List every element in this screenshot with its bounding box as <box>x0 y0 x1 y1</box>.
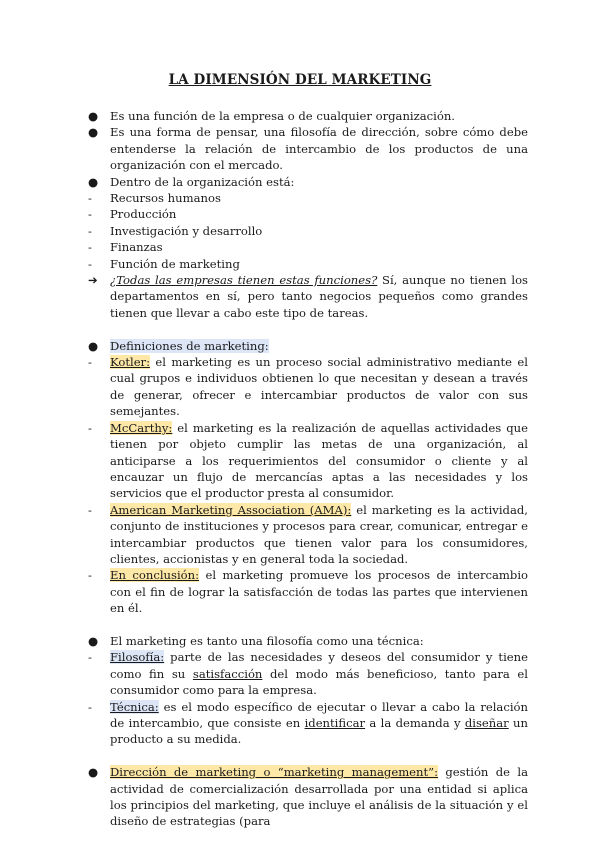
spacer <box>88 321 528 337</box>
definition-label <box>110 568 199 582</box>
bullet-marker: ● <box>88 125 99 140</box>
question-text: ¿Todas las empresas tienen estas funciones? <box>110 273 378 288</box>
list-item <box>88 174 528 190</box>
definition-item <box>88 502 528 568</box>
filosofia-label <box>110 650 164 664</box>
dash-marker: - <box>88 502 92 517</box>
dash-marker: - <box>88 256 92 271</box>
page-title: LA DIMENSIÓN DEL MARKETING <box>168 72 432 88</box>
area-text: Producción <box>110 207 177 222</box>
bullet-marker: ● <box>88 338 99 353</box>
dash-marker: - <box>88 650 92 665</box>
list-item <box>88 108 528 124</box>
filosofia-text-end: del modo más beneficioso, tanto para el consumidor como para la empresa. <box>110 666 528 698</box>
document-body <box>88 108 528 830</box>
definitions-heading-item <box>88 338 528 354</box>
dash-marker: - <box>88 420 92 435</box>
bullet-marker: ● <box>88 109 99 123</box>
management-item <box>88 764 528 830</box>
dash-marker: - <box>88 240 92 255</box>
label-text: Técnica: <box>110 699 159 714</box>
management-text: gestión de la actividad de comercialización desarrollada por una entidad si aplica los principios del marketing, que incluye el análisis de la situación y el diseño de estrategias (para <box>110 765 528 829</box>
spacer <box>88 748 528 764</box>
item-text: Dentro de la organización está: <box>110 174 295 189</box>
tecnica-text-end: un producto a su medida. <box>110 716 528 747</box>
label-text: Kotler: <box>110 355 151 370</box>
arrow-marker: ➔ <box>88 273 98 288</box>
list-item <box>88 124 528 173</box>
label-text: Dirección de marketing o “marketing management”: <box>110 765 439 780</box>
definition-text: el marketing es la actividad, conjunto de instituciones y procesos para crear, comunicar, entregar e intercambiar productos que tienen valor para los consumidores, clientes, accionistas y en general toda la sociedad. <box>110 502 528 566</box>
answer-text: Sí, aunque no tienen los departamentos en sí, pero tanto negocios pequeños como grandes tienen que llevar a cabo este tipo de tareas. <box>110 273 528 320</box>
management-label <box>110 765 438 779</box>
dash-marker: - <box>88 191 92 206</box>
definitions-heading: Definiciones de marketing: <box>110 338 269 353</box>
list-item <box>88 633 528 649</box>
question-item <box>88 272 528 321</box>
area-text: Función de marketing <box>110 256 240 271</box>
dash-marker: - <box>88 223 92 238</box>
item-text: Es una forma de pensar, una filosofía de dirección, sobre cómo debe entenderse la relación de intercambio de los productos de una organización con el mercado. <box>110 125 528 173</box>
definition-text: el marketing es un proceso social administrativo mediante el cual grupos e individuos obtienen lo que necesitan y desean a través de generar, ofrecer e intercambiar productos de valor con sus semejantes. <box>110 355 528 419</box>
definition-label <box>110 421 172 435</box>
technique-item <box>88 699 528 748</box>
label-text: Filosofía: <box>110 650 165 665</box>
area-text: Finanzas <box>110 240 163 255</box>
area-item <box>88 256 528 272</box>
item-text: Es una función de la empresa o de cualquier organización. <box>110 109 455 123</box>
area-text: Investigación y desarrollo <box>110 223 263 238</box>
area-item <box>88 223 528 239</box>
bullet-marker: ● <box>88 633 99 648</box>
dash-marker: - <box>88 699 92 714</box>
label-text <box>110 273 377 287</box>
tecnica-text-mid: a la demanda y <box>365 716 465 730</box>
definition-text: el marketing promueve los procesos de intercambio con el fin de lograr la satisfacción de todas las partes que intervienen en él. <box>110 568 529 616</box>
tecnica-label <box>110 700 159 714</box>
area-item <box>88 239 528 255</box>
definition-text: el marketing es la realización de aquellas actividades que tienen por objeto cumplir las metas de una organización, al anticiparse a los requerimientos del consumidor o cliente y al encauzar un flujo de mercancías aptas a las necesidades y los servicios que el productor presta al consumidor. <box>110 420 528 501</box>
identificar-term: identificar <box>304 716 366 730</box>
definition-item <box>88 354 528 420</box>
bullet-marker: ● <box>88 174 99 189</box>
bullet-marker: ● <box>88 765 99 780</box>
spacer <box>88 617 528 633</box>
item-text: El marketing es tanto una filosofía como una técnica: <box>110 633 424 648</box>
label-text: McCarthy: <box>110 420 173 435</box>
label-text: En conclusión: <box>110 568 200 583</box>
filosofia-text: parte de las necesidades y deseos del consumidor y tiene como fin su <box>110 650 528 681</box>
definition-item <box>88 420 528 502</box>
dash-marker: - <box>88 568 92 583</box>
area-item <box>88 206 528 222</box>
dash-marker: - <box>88 355 92 370</box>
definition-item <box>88 567 528 616</box>
satisfaccion-term: satisfacción <box>192 666 263 681</box>
area-item <box>88 190 528 206</box>
definition-label <box>110 355 150 369</box>
philosophy-item <box>88 649 528 698</box>
tecnica-text: es el modo específico de ejecutar o llevar a cabo la relación de intercambio, que consiste en <box>110 699 528 730</box>
disenar-term: diseñar <box>464 716 509 730</box>
area-text: Recursos humanos <box>110 191 221 206</box>
dash-marker: - <box>88 207 92 222</box>
definition-label <box>110 503 351 517</box>
label-text: American Marketing Association (AMA): <box>110 502 352 517</box>
